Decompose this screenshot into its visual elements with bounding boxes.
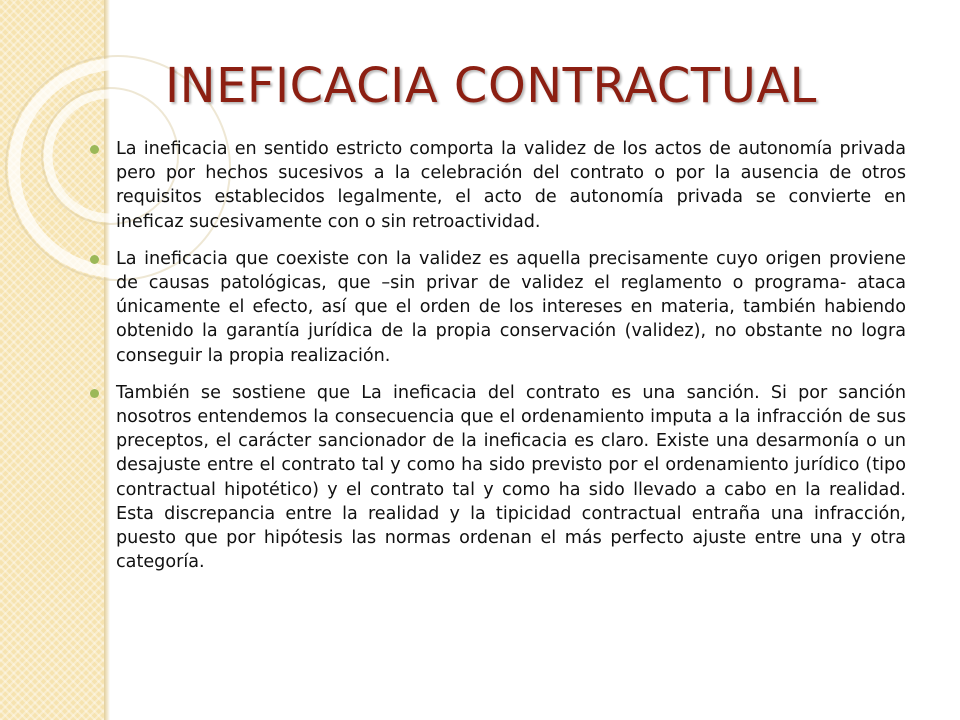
bullet-item-2 <box>88 247 906 368</box>
bullet-text: La ineficacia en sentido estricto comporta la validez de los actos de autonomía privada pero por hechos sucesivos a la celebración del contrato o por la ausencia de otros requisitos establecidos legalmente, el acto de autonomía privada se convierte en ineficaz sucesivamente con o sin retroactividad. <box>116 139 906 232</box>
slide-title: INEFICACIA CONTRACTUAL <box>165 58 817 114</box>
bullet-dot-icon <box>90 255 99 264</box>
bullet-dot-icon <box>90 145 99 154</box>
bullet-text: También se sostiene que La ineficacia del contrato es una sanción. Si por sanción nosotros entendemos la consecuencia que el ordenamiento imputa a la infracción de sus preceptos, el carácter sancionador de la ineficacia es claro. Existe una desarmonía o un desajuste entre el contrato tal y como ha sido previsto por el ordenamiento jurídico (tipo contractual hipotético) y el contrato tal y como ha sido llevado a cabo en la realidad. Esta discrepancia entre la realidad y la tipicidad contractual entraña una infracción, puesto que por hipótesis las normas ordenan el más perfecto ajuste entre una y otra categoría. <box>116 382 906 573</box>
bullet-list <box>88 137 906 587</box>
bullet-dot-icon <box>90 389 99 398</box>
bullet-item-1 <box>88 137 906 234</box>
bullet-text: La ineficacia que coexiste con la validez es aquella precisamente cuyo origen proviene de causas patológicas, que –sin privar de validez el reglamento o programa- ataca únicamente el efecto, así que el orden de los intereses en materia, también habiendo obtenido la garantía jurídica de la propia conservación (validez), no obstante no logra conseguir la propia realización. <box>116 248 906 366</box>
bullet-item-3 <box>88 381 906 575</box>
